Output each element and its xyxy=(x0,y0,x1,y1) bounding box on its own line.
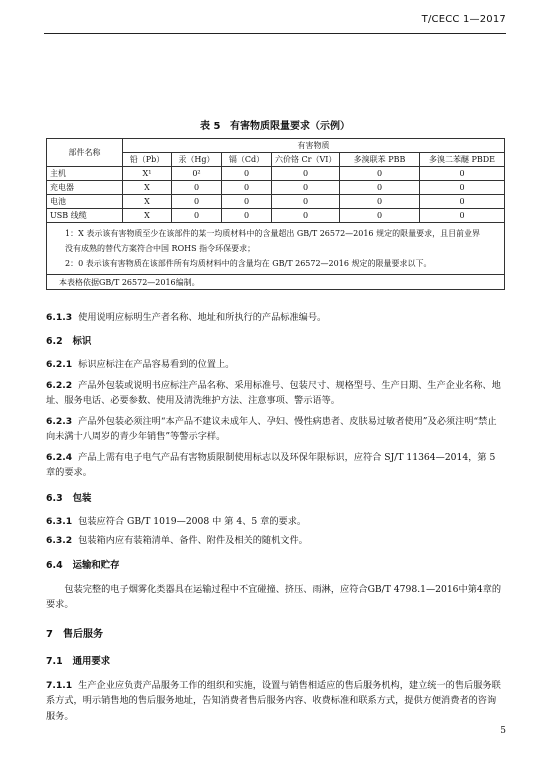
part-name: 电池 xyxy=(47,195,123,209)
table-cell: 0 xyxy=(172,181,222,195)
clause-6-3-1 xyxy=(46,514,504,530)
table-cell: 0 xyxy=(340,195,420,209)
col-header-group: 有害物质 xyxy=(123,139,505,153)
page-header xyxy=(0,0,550,36)
clause-text: 产品上需有电子电气产品有害物质限制使用标志以及环保年限标识，应符合 SJ/T 11364—2014，第 5 章的要求。 xyxy=(46,451,496,478)
heading-number: 6.4 xyxy=(46,560,63,571)
table-caption-number: 表 5 xyxy=(200,121,221,132)
clause-7-1-1 xyxy=(46,678,504,725)
table-cell: 0 xyxy=(272,167,340,181)
heading-6-3 xyxy=(46,491,504,507)
col-header-pb: 铅（Pb） xyxy=(123,153,172,167)
table-cell: 0 xyxy=(172,195,222,209)
table-caption-text: 有害物质限量要求（示例） xyxy=(229,121,350,132)
heading-title: 售后服务 xyxy=(62,628,103,640)
table-cell: 0 xyxy=(340,209,420,223)
col-header-cd: 镉（Cd） xyxy=(222,153,272,167)
part-name: 主机 xyxy=(47,167,123,181)
part-name: USB 线缆 xyxy=(47,209,123,223)
table-row xyxy=(47,195,505,209)
table-cell: X¹ xyxy=(123,167,172,181)
header-rule xyxy=(44,33,506,34)
col-header-pbb: 多溴联苯 PBB xyxy=(340,153,420,167)
table-cell: X xyxy=(123,181,172,195)
table-notes xyxy=(47,223,505,275)
heading-title: 运输和贮存 xyxy=(72,560,120,571)
paragraph-6-4: 包装完整的电子烟雾化类器具在运输过程中不宜碰撞、挤压、雨淋，应符合GB/T 4798.1—2016中第4章的要求。 xyxy=(46,583,502,610)
clause-number: 6.3.1 xyxy=(46,516,73,527)
table-cell: X xyxy=(123,195,172,209)
clause-6-2-1 xyxy=(46,357,504,373)
table-cell: 0 xyxy=(222,195,272,209)
table-cell: 0 xyxy=(222,181,272,195)
heading-7 xyxy=(46,627,504,643)
clause-number: 7.1.1 xyxy=(46,679,73,691)
table-cell: 0 xyxy=(420,195,505,209)
clause-text: 生产企业应负责产品服务工作的组织和实施，设置与销售相适应的售后服务机构，建立统一的售后服务联系方式，明示销售地的售后服务地址，告知消费者售后服务内容、收费标准和联系方式，提供方便消费者的咨询服务。 xyxy=(46,679,501,722)
table-cell: 0 xyxy=(340,181,420,195)
table-cell: 0 xyxy=(340,167,420,181)
clause-6-2-4 xyxy=(46,450,504,481)
body-text xyxy=(46,310,504,724)
heading-title: 标识 xyxy=(72,335,92,347)
heading-7-1 xyxy=(46,654,504,670)
table-row xyxy=(47,167,505,181)
col-header-cr6: 六价铬 Cr（VI） xyxy=(272,153,340,167)
table-cell: 0 xyxy=(272,209,340,223)
table-basis: 本表格依据GB/T 26572—2016编制。 xyxy=(47,275,505,290)
table-caption xyxy=(0,117,550,132)
page-number: 5 xyxy=(500,726,506,736)
heading-number: 6.2 xyxy=(46,335,63,347)
part-name: 充电器 xyxy=(47,181,123,195)
clause-number: 6.2.1 xyxy=(46,359,73,370)
clause-text: 产品外包装必须注明“本产品不建议未成年人、孕妇、慢性病患者、皮肤易过敏者使用”及必须注明“禁止向未满十八周岁的青少年销售”等警示字样。 xyxy=(46,415,497,442)
clause-6-2-3 xyxy=(46,414,504,445)
clause-number: 6.2.3 xyxy=(46,415,73,427)
clause-text: 标识应标注在产品容易看到的位置上。 xyxy=(78,359,235,370)
table-cell: X xyxy=(123,209,172,223)
heading-number: 6.3 xyxy=(46,492,63,504)
note-2: 2：0 表示该有害物质在该部件所有均质材料中的含量均在 GB/T 26572—2016 规定的限量要求以下。 xyxy=(65,259,432,268)
heading-number: 7 xyxy=(46,628,53,640)
note-1-line-1: 1：X 表示该有害物质至少在该部件的某一均质材料中的含量超出 GB/T 26572—2016 规定的限量要求，且目前业界 xyxy=(65,229,481,238)
clause-number: 6.2.2 xyxy=(46,379,73,391)
table-cell: 0 xyxy=(222,209,272,223)
table-cell: 0 xyxy=(420,167,505,181)
table-cell: 0 xyxy=(172,209,222,223)
clause-6-2-2 xyxy=(46,378,504,409)
hazardous-substance-table xyxy=(46,138,505,290)
clause-text: 包装应符合 GB/T 1019—2008 中 第 4、5 章的要求。 xyxy=(78,516,307,527)
standard-code: T/CECC 1—2017 xyxy=(421,14,506,25)
clause-number: 6.1.3 xyxy=(46,312,73,323)
clause-6-1-3 xyxy=(46,310,504,326)
table-cell: 0 xyxy=(272,195,340,209)
table-cell: 0 xyxy=(272,181,340,195)
clause-text: 使用说明应标明生产者名称、地址和所执行的产品标准编号。 xyxy=(78,312,327,323)
col-header-part: 部件名称 xyxy=(47,139,123,167)
note-1-line-2: 没有成熟的替代方案符合中国 ROHS 指令环保要求； xyxy=(65,244,256,253)
heading-title: 包装 xyxy=(72,492,92,504)
clause-text: 产品外包装或说明书应标注产品名称、采用标准号、包装尺寸、规格型号、生产日期、生产企业名称、地址、服务电话、必要参数、使用及清洗维护方法、注意事项、警示语等。 xyxy=(46,379,501,406)
clause-text: 包装箱内应有装箱清单、备件、附件及相关的随机文件。 xyxy=(78,534,308,546)
clause-number: 6.3.2 xyxy=(46,534,73,546)
heading-number: 7.1 xyxy=(46,656,63,667)
col-header-hg: 汞（Hg） xyxy=(172,153,222,167)
table-cell: 0 xyxy=(222,167,272,181)
clause-number: 6.2.4 xyxy=(46,451,73,463)
table-cell: 0 xyxy=(420,181,505,195)
table-cell: 0² xyxy=(172,167,222,181)
heading-6-4 xyxy=(46,558,504,574)
table-row xyxy=(47,181,505,195)
heading-6-2 xyxy=(46,334,504,350)
table-row xyxy=(47,209,505,223)
table-cell: 0 xyxy=(420,209,505,223)
col-header-pbde: 多溴二苯醚 PBDE xyxy=(420,153,505,167)
heading-title: 通用要求 xyxy=(72,656,111,667)
clause-6-3-2 xyxy=(46,533,504,549)
